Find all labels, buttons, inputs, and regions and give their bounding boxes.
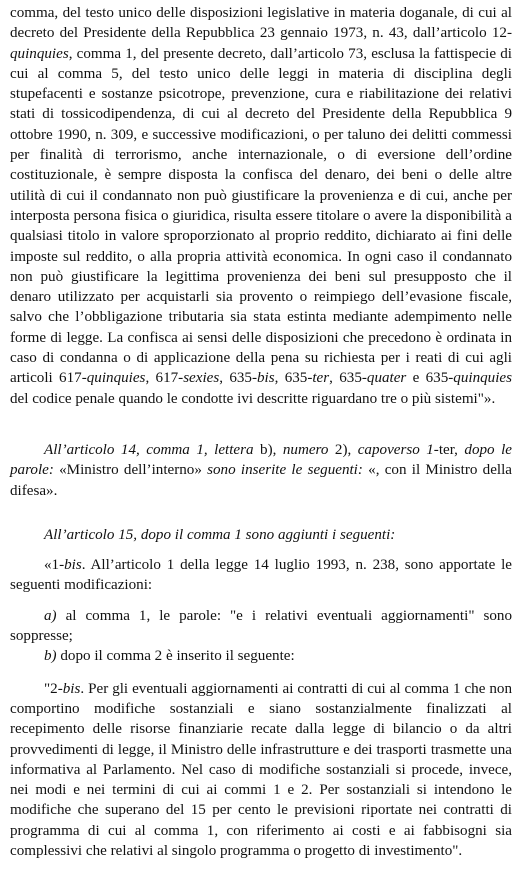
text-run: , 635-: [219, 370, 257, 387]
text-run: e 635-: [406, 370, 454, 387]
text-run: , comma 1, del presente decreto, dall’articolo 73, esclusa la fattispecie di cui al comma 5, del testo unico delle leggi in materia di disciplina degli stupefacenti e sostanze psicotrope, prevenzione, cura e riabilitazione dei relativi stati di tossicodipendenza, di cui al decreto del Presidente della Repubblica 9 ottobre 1990, n. 309, e successive modificazioni, o per taluno dei delitti commessi per finalità di terrorismo, anche internazionale, o di eversione dell’ordine costituzionale, è sempre disposta la confisca del denaro, dei beni o delle altre utilità di cui il condannato non può giustificare la provenienza e di cui, anche per interposta persona fisica o giuridica, risulta essere titolare o avere la disponibilità a qualsiasi titolo in valore sproporzionato al proprio reddito, dichiarato ai fini delle imposte sul reddito, o alla propria attività economica. In ogni caso il condannato non può giustificare la legittima provenienza dei beni sul presupposto che il denaro utilizzato per acquistarli sia provento o reimpiego dell’evasione fiscale, salvo che l’obbligazione tributaria sia stata estinta mediante adempimento nelle forme di legge. La confisca ai sensi delle disposizioni che precedono è ordinata in caso di condanna o di applicazione della pena su richiesta per i reati di cui agli articoli 617-: [10, 45, 512, 387]
text-run: 2),: [328, 441, 358, 458]
paragraph-lettera-a: [10, 606, 512, 647]
text-run: «1-: [44, 557, 65, 574]
text-run: del codice penale quando le condotte ivi descritte riguardano tre o più sistemi"».: [10, 390, 496, 407]
text-run: b),: [253, 441, 283, 458]
text-run: . All’articolo 1 della legge 14 luglio 1993, n. 238, sono apportate le seguenti modificazioni:: [10, 557, 512, 594]
spacer: [10, 596, 512, 606]
italic-run: quinquies: [453, 370, 512, 387]
spacer: [10, 409, 512, 440]
italic-run: capoverso 1-: [357, 441, 439, 458]
text-run: , 635-: [274, 370, 313, 387]
italic-run: All’articolo 14, comma 1, lettera: [44, 441, 254, 458]
text-run: comma, del testo unico delle disposizioni legislative in materia doganale, di cui al decreto del Presidente della Repubblica 23 gennaio 1973, n. 43, dall’articolo 12-: [10, 5, 512, 42]
italic-run: sexies: [183, 370, 220, 387]
italic-run: bis: [62, 680, 81, 697]
italic-run: sono inserite le seguenti:: [207, 462, 363, 479]
text-run: dopo il comma 2 è inserito il seguente:: [56, 648, 295, 665]
paragraph-comma-2-bis: [10, 679, 512, 862]
text-run: , 617-: [145, 370, 184, 387]
italic-run: quinquies: [10, 45, 69, 62]
italic-run: bis: [64, 557, 82, 574]
spacer: [10, 501, 512, 525]
text-run: al comma 1, le parole: "e i relativi eventuali aggiornamenti" sono soppresse;: [10, 607, 512, 645]
text-run: "2-: [44, 680, 63, 697]
paragraph-lettera-b: [10, 646, 512, 666]
italic-run: a): [44, 607, 57, 624]
spacer: [10, 667, 512, 679]
paragraph-articolo-15: [10, 525, 512, 545]
italic-run: All’articolo 15, dopo il comma 1 sono aggiunti i seguenti:: [44, 526, 396, 543]
italic-run: ter: [312, 370, 330, 387]
italic-run: quinquies: [86, 370, 146, 387]
document-page: [10, 3, 512, 861]
italic-run: numero: [282, 441, 329, 458]
spacer: [10, 545, 512, 555]
text-run: ter,: [438, 441, 465, 458]
italic-run: dopo le parole:: [10, 441, 512, 479]
paragraph-comma-1-bis: [10, 555, 512, 596]
paragraph-confisca: [10, 3, 512, 409]
italic-run: quater: [366, 370, 407, 387]
paragraph-articolo-14: [10, 440, 512, 501]
text-run: «, con il Ministro della difesa».: [10, 462, 512, 499]
italic-run: b): [44, 648, 57, 665]
text-run: «Ministro dell’interno»: [53, 462, 208, 479]
text-run: , 635-: [329, 370, 367, 387]
italic-run: bis: [256, 370, 275, 387]
text-run: . Per gli eventuali aggiornamenti ai contratti di cui al comma 1 che non comportino modifiche sostanziali e siano sostanzialmente finalizzati al recepimento delle risorse finanziarie recate dalla legge di bilancio o da altri provvedimenti di legge, il Ministro delle infrastrutture e dei trasporti trasmette una informativa al Parlamento. Nel caso di modifiche sostanziali si procede, invece, nei modi e nei termini di cui ai commi 1 e 2. Per sostanziali si intendono le modifiche che superano del 15 per cento le previsioni riportate nei contratti di programma di cui al comma 1, con riferimento ai costi e ai fabbisogni sia complessivi che relativi al singolo programma o progetto di investimento".: [10, 680, 512, 859]
